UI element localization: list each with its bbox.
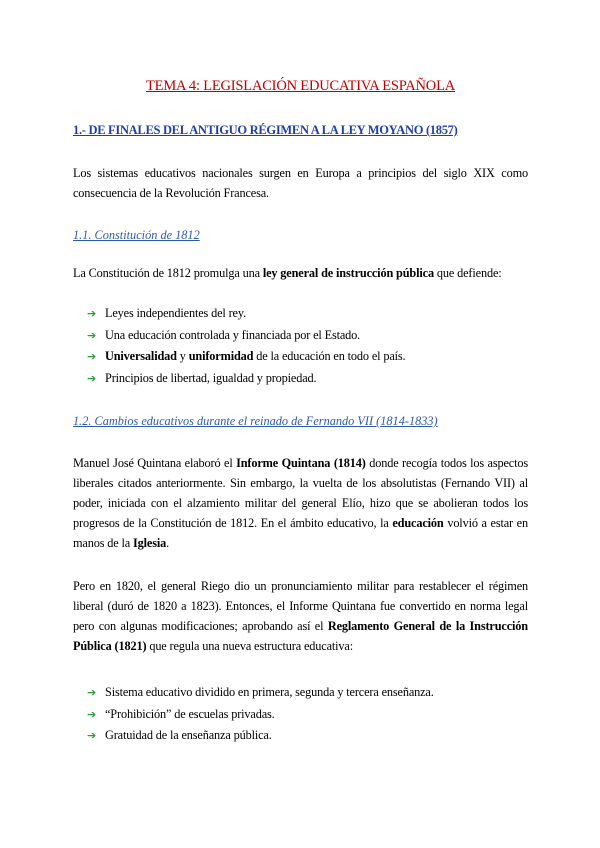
right-arrow-icon: ➔ [87, 707, 97, 721]
intro-paragraph: Los sistemas educativos nacionales surgen en Europa a principios del siglo XIX como consecuencia de la Revolución Francesa. [73, 166, 528, 200]
right-arrow-icon: ➔ [87, 328, 97, 342]
right-arrow-icon: ➔ [87, 307, 97, 320]
right-arrow-icon: ➔ [87, 686, 97, 699]
list-item: ➔ Una educación controlada y financiada por el Estado. [87, 325, 405, 347]
constitution-list [87, 303, 405, 389]
subsection-heading-1-1: 1.1. Constitución de 1812 [73, 228, 200, 242]
list-item: ➔ Leyes independientes del rey. [87, 303, 405, 325]
section-heading-1: 1.- DE FINALES DEL ANTIGUO RÉGIMEN A LA LEY MOYANO (1857) [73, 123, 458, 137]
right-arrow-icon: ➔ [87, 350, 97, 363]
page-title: TEMA 4: LEGISLACIÓN EDUCATIVA ESPAÑOLA [146, 78, 455, 94]
riego-paragraph: Pero en 1820, el general Riego dio un pronunciamiento militar para restablecer el régimen liberal (duró de 1820 a 1823). Entonces, el Informe Quintana fue convertido en norma legal pero con algunas modificaciones; aprobando así el Reglamento General de la Instrucción Pública (1821) que regula una nueva estructura educativa: [73, 579, 528, 653]
list-item: ➔ Universalidad y uniformidad de la educación en todo el país. [87, 346, 405, 368]
list-item: ➔ Sistema educativo dividido en primera, segunda y tercera enseñanza. [87, 682, 434, 704]
subsection-heading-1-2: 1.2. Cambios educativos durante el reinado de Fernando VII (1814-1833) [73, 414, 438, 428]
right-arrow-icon: ➔ [87, 729, 97, 742]
constitution-paragraph: La Constitución de 1812 promulga una ley general de instrucción pública que defiende: [73, 266, 502, 280]
right-arrow-icon: ➔ [87, 371, 97, 385]
list-item: ➔ “Prohibición” de escuelas privadas. [87, 704, 434, 726]
list-item: ➔ Principios de libertad, igualdad y propiedad. [87, 368, 405, 390]
list-item: ➔ Gratuidad de la enseñanza pública. [87, 725, 434, 747]
quintana-paragraph: Manuel José Quintana elaboró el Informe Quintana (1814) donde recogía todos los aspectos liberales citados anteriormente. Sin embargo, la vuelta de los absolutistas (Fernando VII) al poder, iniciada con el alzamiento militar del general Elío, hizo que se abolieran todos los progresos de la Constitución de 1812. En el ámbito educativo, la educación volvió a estar en manos de la Iglesia. [73, 456, 528, 550]
reglamento-list [87, 682, 434, 747]
